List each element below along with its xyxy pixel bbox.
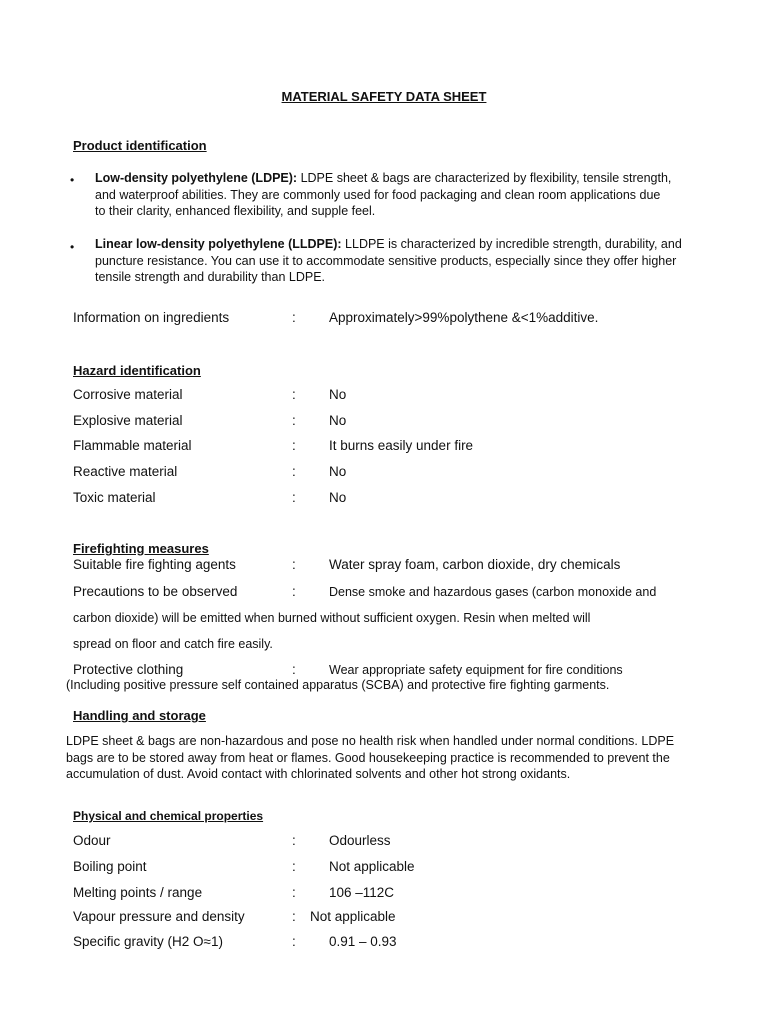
- row-value: It burns easily under fire: [329, 438, 474, 453]
- hazard-row-flammable: [73, 437, 733, 455]
- row-value: Not applicable: [329, 859, 415, 874]
- row-label: Boiling point: [73, 859, 147, 874]
- row-value: Water spray foam, carbon dioxide, dry chemicals: [329, 557, 621, 572]
- row-label: Flammable material: [73, 438, 192, 453]
- row-value: No: [329, 413, 347, 428]
- ldpe-description: [95, 170, 671, 220]
- hazard-row-explosive: [73, 412, 733, 430]
- row-label: Toxic material: [73, 490, 156, 505]
- row-value: Dense smoke and hazardous gases (carbon monoxide and: [329, 585, 657, 599]
- physical-row-vapour: [73, 908, 733, 926]
- row-label: Vapour pressure and density: [73, 909, 245, 924]
- ingredients-row: [73, 309, 733, 327]
- row-separator: :: [292, 909, 296, 924]
- bullet-glyph: •: [70, 173, 75, 187]
- document-title: MATERIAL SAFETY DATA SHEET: [281, 89, 487, 104]
- row-value: 106 –112C: [329, 885, 395, 900]
- physical-row-gravity: [73, 933, 733, 951]
- hazard-row-toxic: [73, 489, 733, 507]
- row-value: Odourless: [329, 833, 391, 848]
- handling-line2: bags are to be stored away from heat or flames. Good housekeeping practice is recommended to prevent the: [66, 750, 670, 765]
- row-separator: :: [292, 934, 296, 949]
- row-value: Not applicable: [310, 909, 396, 924]
- row-label: Reactive material: [73, 464, 178, 479]
- precautions-line2: carbon dioxide) will be emitted when burned without sufficient oxygen. Resin when melted will: [73, 611, 591, 625]
- row-label: Specific gravity (H2 O≈1): [73, 934, 223, 949]
- row-label: Odour: [73, 833, 111, 848]
- row-value: Approximately>99%polythene &<1%additive.: [329, 310, 599, 325]
- lldpe-line2: puncture resistance. You can use it to accommodate sensitive products, especially since they offer higher: [95, 253, 677, 268]
- row-separator: :: [292, 833, 296, 848]
- ldpe-line2: and waterproof abilities. They are commonly used for food packaging and clean room applications due: [95, 187, 661, 202]
- handling-line1: LDPE sheet & bags are non-hazardous and pose no health risk when handled under normal conditions. LDPE: [66, 734, 675, 748]
- physical-row-odour: [73, 832, 733, 850]
- handling-line3: accumulation of dust. Avoid contact with chlorinated solvents and other hot strong oxidants.: [66, 767, 571, 781]
- physical-row-melting: [73, 884, 733, 902]
- precautions-line3: spread on floor and catch fire easily.: [73, 637, 273, 651]
- physical-heading: Physical and chemical properties: [73, 809, 264, 823]
- hazard-row-reactive: [73, 463, 733, 481]
- ldpe-line1: LDPE sheet & bags are characterized by flexibility, tensile strength,: [297, 171, 672, 185]
- protective-clothing-line2: (Including positive pressure self contained apparatus (SCBA) and protective fire fighting garments.: [66, 678, 610, 692]
- firefighting-heading: Firefighting measures: [73, 541, 209, 556]
- row-label: Precautions to be observed: [73, 584, 238, 599]
- firefighting-precautions-row: [73, 583, 733, 601]
- row-separator: :: [292, 413, 296, 428]
- ldpe-line3: to their clarity, enhanced flexibility, and supple feel.: [95, 204, 376, 218]
- ldpe-term: Low-density polyethylene (LDPE):: [95, 171, 298, 185]
- row-separator: :: [292, 438, 296, 453]
- product-identification-heading: Product identification: [73, 138, 207, 153]
- row-label: Explosive material: [73, 413, 183, 428]
- row-label: Suitable fire fighting agents: [73, 557, 236, 572]
- lldpe-line3: tensile strength and durability than LDPE.: [95, 270, 325, 284]
- row-separator: :: [292, 490, 296, 505]
- row-value: No: [329, 464, 347, 479]
- lldpe-term: Linear low-density polyethylene (LLDPE):: [95, 237, 342, 251]
- firefighting-agents-row: [73, 556, 733, 574]
- row-value: 0.91 – 0.93: [329, 934, 397, 949]
- lldpe-description: [95, 236, 682, 286]
- row-label: Protective clothing: [73, 662, 184, 677]
- row-separator: :: [292, 310, 296, 325]
- handling-paragraph: [66, 733, 674, 783]
- handling-heading: Handling and storage: [73, 708, 206, 723]
- row-value: No: [329, 490, 347, 505]
- row-value: Wear appropriate safety equipment for fire conditions: [329, 663, 623, 677]
- row-separator: :: [292, 584, 296, 599]
- row-separator: :: [292, 464, 296, 479]
- row-value: No: [329, 387, 347, 402]
- row-separator: :: [292, 557, 296, 572]
- physical-row-boiling: [73, 858, 733, 876]
- row-separator: :: [292, 387, 296, 402]
- row-separator: :: [292, 885, 296, 900]
- row-separator: :: [292, 859, 296, 874]
- bullet-glyph: •: [70, 240, 75, 254]
- hazard-heading: Hazard identification: [73, 363, 201, 378]
- row-separator: :: [292, 662, 296, 677]
- hazard-row-corrosive: [73, 386, 733, 404]
- lldpe-line1: LLDPE is characterized by incredible strength, durability, and: [341, 237, 682, 251]
- row-label: Corrosive material: [73, 387, 183, 402]
- row-label: Melting points / range: [73, 885, 203, 900]
- row-label: Information on ingredients: [73, 310, 230, 325]
